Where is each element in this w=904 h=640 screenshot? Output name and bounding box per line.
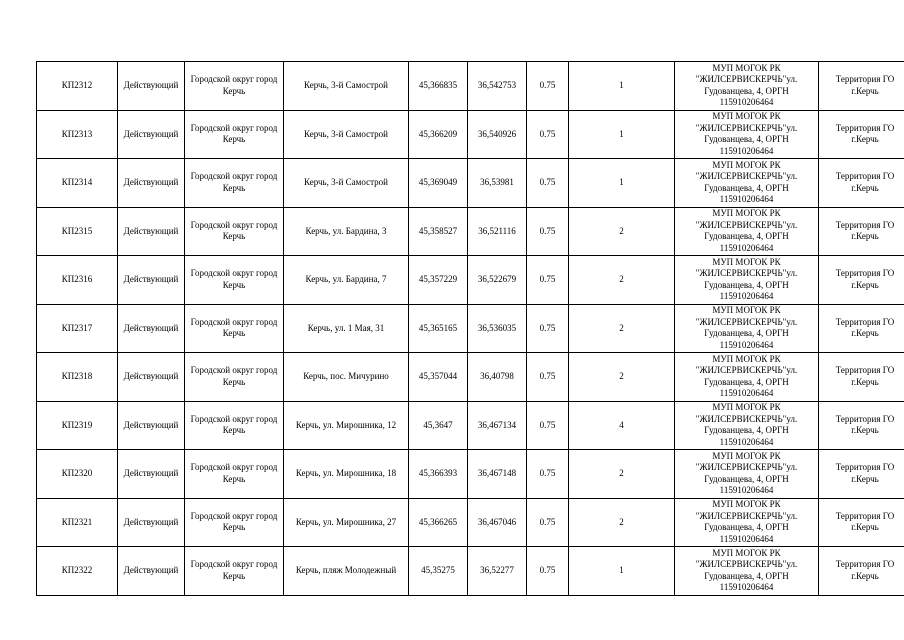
cell-municipality: Городской округ город Керчь	[185, 62, 284, 111]
cell-volume: 0.75	[527, 159, 569, 208]
table-row	[37, 450, 904, 499]
cell-latitude: 45,357044	[409, 353, 468, 402]
table-row	[37, 304, 904, 353]
cell-municipality: Городской округ город Керчь	[185, 304, 284, 353]
cell-municipality: Городской округ город Керчь	[185, 110, 284, 159]
cell-longitude: 36,522679	[468, 256, 527, 305]
cell-volume: 0.75	[527, 62, 569, 111]
cell-latitude: 45,366393	[409, 450, 468, 499]
cell-owner: МУП МОГОК РК "ЖИЛСЕРВИСКЕРЧЬ"ул. Гудованцева, 4, ОРГН 115910206464	[675, 159, 819, 208]
table-row	[37, 256, 904, 305]
cell-volume: 0.75	[527, 353, 569, 402]
table-row	[37, 547, 904, 596]
cell-volume: 0.75	[527, 547, 569, 596]
table-row	[37, 110, 904, 159]
cell-latitude: 45,366209	[409, 110, 468, 159]
cell-container-count: 1	[569, 110, 675, 159]
cell-code: КП2313	[37, 110, 118, 159]
cell-municipality: Городской округ город Керчь	[185, 207, 284, 256]
cell-code: КП2316	[37, 256, 118, 305]
cell-longitude: 36,542753	[468, 62, 527, 111]
cell-volume: 0.75	[527, 498, 569, 547]
cell-address: Керчь, 3-й Самострой	[284, 110, 409, 159]
cell-owner: МУП МОГОК РК "ЖИЛСЕРВИСКЕРЧЬ"ул. Гудованцева, 4, ОРГН 115910206464	[675, 401, 819, 450]
cell-address: Керчь, 3-й Самострой	[284, 159, 409, 208]
cell-latitude: 45,358527	[409, 207, 468, 256]
cell-territory: Территория ГО г.Керчь	[819, 207, 904, 256]
cell-container-count: 2	[569, 207, 675, 256]
cell-code: КП2315	[37, 207, 118, 256]
cell-owner: МУП МОГОК РК "ЖИЛСЕРВИСКЕРЧЬ"ул. Гудованцева, 4, ОРГН 115910206464	[675, 450, 819, 499]
cell-code: КП2312	[37, 62, 118, 111]
table-row	[37, 62, 904, 111]
cell-latitude: 45,366835	[409, 62, 468, 111]
cell-container-count: 1	[569, 547, 675, 596]
cell-latitude: 45,35275	[409, 547, 468, 596]
cell-status: Действующий	[118, 353, 185, 402]
cell-address: Керчь, ул. 1 Мая, 31	[284, 304, 409, 353]
cell-latitude: 45,369049	[409, 159, 468, 208]
cell-owner: МУП МОГОК РК "ЖИЛСЕРВИСКЕРЧЬ"ул. Гудованцева, 4, ОРГН 115910206464	[675, 304, 819, 353]
cell-code: КП2314	[37, 159, 118, 208]
cell-address: Керчь, 3-й Самострой	[284, 62, 409, 111]
cell-territory: Территория ГО г.Керчь	[819, 498, 904, 547]
cell-territory: Территория ГО г.Керчь	[819, 110, 904, 159]
cell-status: Действующий	[118, 401, 185, 450]
cell-code: КП2322	[37, 547, 118, 596]
cell-owner: МУП МОГОК РК "ЖИЛСЕРВИСКЕРЧЬ"ул. Гудованцева, 4, ОРГН 115910206464	[675, 547, 819, 596]
cell-status: Действующий	[118, 304, 185, 353]
cell-container-count: 2	[569, 353, 675, 402]
cell-longitude: 36,540926	[468, 110, 527, 159]
cell-municipality: Городской округ город Керчь	[185, 450, 284, 499]
cell-status: Действующий	[118, 159, 185, 208]
cell-container-count: 2	[569, 498, 675, 547]
cell-container-count: 1	[569, 62, 675, 111]
cell-territory: Территория ГО г.Керчь	[819, 62, 904, 111]
table-row	[37, 207, 904, 256]
cell-volume: 0.75	[527, 450, 569, 499]
cell-municipality: Городской округ город Керчь	[185, 256, 284, 305]
cell-municipality: Городской округ город Керчь	[185, 353, 284, 402]
cell-status: Действующий	[118, 498, 185, 547]
table-row	[37, 498, 904, 547]
cell-owner: МУП МОГОК РК "ЖИЛСЕРВИСКЕРЧЬ"ул. Гудованцева, 4, ОРГН 115910206464	[675, 62, 819, 111]
cell-longitude: 36,467134	[468, 401, 527, 450]
cell-territory: Территория ГО г.Керчь	[819, 450, 904, 499]
cell-owner: МУП МОГОК РК "ЖИЛСЕРВИСКЕРЧЬ"ул. Гудованцева, 4, ОРГН 115910206464	[675, 110, 819, 159]
table-row	[37, 401, 904, 450]
cell-address: Керчь, ул. Бардина, 3	[284, 207, 409, 256]
cell-status: Действующий	[118, 62, 185, 111]
cell-address: Керчь, ул. Мирошника, 12	[284, 401, 409, 450]
cell-code: КП2320	[37, 450, 118, 499]
cell-address: Керчь, пляж Молодежный	[284, 547, 409, 596]
cell-address: Керчь, ул. Мирошника, 27	[284, 498, 409, 547]
cell-container-count: 4	[569, 401, 675, 450]
cell-longitude: 36,467148	[468, 450, 527, 499]
cell-municipality: Городской округ город Керчь	[185, 547, 284, 596]
cell-territory: Территория ГО г.Керчь	[819, 256, 904, 305]
cell-territory: Территория ГО г.Керчь	[819, 547, 904, 596]
cell-latitude: 45,365165	[409, 304, 468, 353]
cell-latitude: 45,357229	[409, 256, 468, 305]
cell-address: Керчь, ул. Бардина, 7	[284, 256, 409, 305]
cell-longitude: 36,53981	[468, 159, 527, 208]
table-row	[37, 353, 904, 402]
cell-owner: МУП МОГОК РК "ЖИЛСЕРВИСКЕРЧЬ"ул. Гудованцева, 4, ОРГН 115910206464	[675, 353, 819, 402]
cell-code: КП2319	[37, 401, 118, 450]
cell-status: Действующий	[118, 450, 185, 499]
cell-address: Керчь, ул. Мирошника, 18	[284, 450, 409, 499]
cell-status: Действующий	[118, 207, 185, 256]
cell-volume: 0.75	[527, 401, 569, 450]
cell-municipality: Городской округ город Керчь	[185, 498, 284, 547]
cell-municipality: Городской округ город Керчь	[185, 159, 284, 208]
cell-territory: Территория ГО г.Керчь	[819, 353, 904, 402]
cell-container-count: 1	[569, 159, 675, 208]
cell-longitude: 36,536035	[468, 304, 527, 353]
cell-code: КП2317	[37, 304, 118, 353]
table-row	[37, 159, 904, 208]
cell-status: Действующий	[118, 256, 185, 305]
cell-volume: 0.75	[527, 110, 569, 159]
cell-longitude: 36,467046	[468, 498, 527, 547]
cell-volume: 0.75	[527, 256, 569, 305]
cell-volume: 0.75	[527, 207, 569, 256]
cell-status: Действующий	[118, 547, 185, 596]
cell-latitude: 45,366265	[409, 498, 468, 547]
cell-territory: Территория ГО г.Керчь	[819, 159, 904, 208]
cell-territory: Территория ГО г.Керчь	[819, 304, 904, 353]
cell-owner: МУП МОГОК РК "ЖИЛСЕРВИСКЕРЧЬ"ул. Гудованцева, 4, ОРГН 115910206464	[675, 498, 819, 547]
cell-address: Керчь, пос. Мичурино	[284, 353, 409, 402]
cell-container-count: 2	[569, 256, 675, 305]
cell-volume: 0.75	[527, 304, 569, 353]
cell-longitude: 36,521116	[468, 207, 527, 256]
cell-territory: Территория ГО г.Керчь	[819, 401, 904, 450]
cell-container-count: 2	[569, 450, 675, 499]
cell-code: КП2318	[37, 353, 118, 402]
cell-longitude: 36,52277	[468, 547, 527, 596]
cell-owner: МУП МОГОК РК "ЖИЛСЕРВИСКЕРЧЬ"ул. Гудованцева, 4, ОРГН 115910206464	[675, 256, 819, 305]
cell-longitude: 36,40798	[468, 353, 527, 402]
cell-container-count: 2	[569, 304, 675, 353]
cell-municipality: Городской округ город Керчь	[185, 401, 284, 450]
cell-latitude: 45,3647	[409, 401, 468, 450]
cell-owner: МУП МОГОК РК "ЖИЛСЕРВИСКЕРЧЬ"ул. Гудованцева, 4, ОРГН 115910206464	[675, 207, 819, 256]
cell-code: КП2321	[37, 498, 118, 547]
cell-status: Действующий	[118, 110, 185, 159]
container-sites-table	[36, 61, 904, 596]
